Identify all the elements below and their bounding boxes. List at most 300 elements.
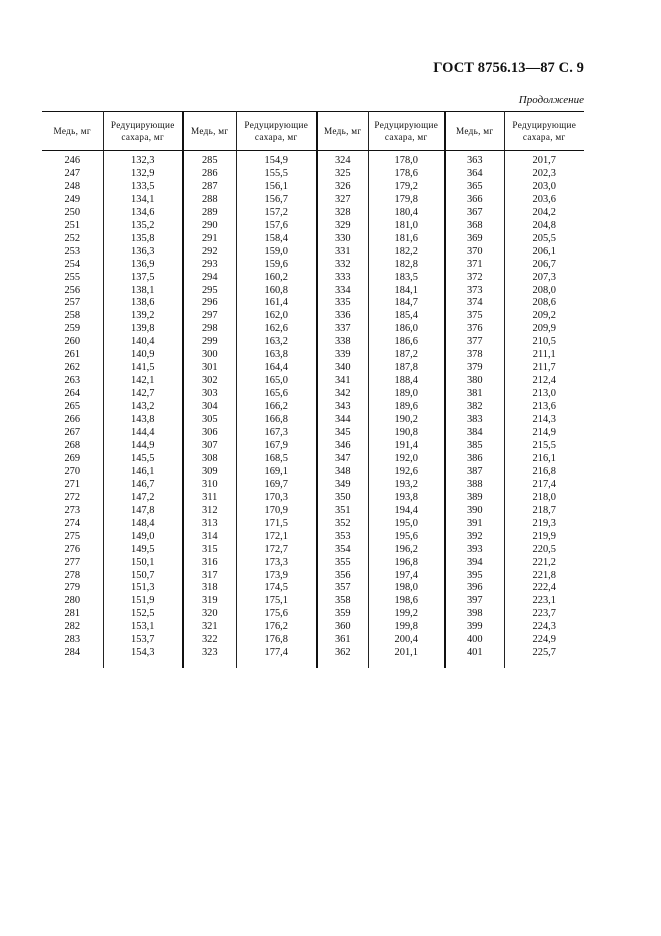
cell-copper-mg: 355: [317, 557, 368, 570]
cell-copper-mg: 385: [445, 440, 504, 453]
header-sugar-line1: Редуцирующие: [244, 120, 309, 130]
table-row: [42, 310, 584, 323]
cell-copper-mg: 357: [317, 582, 368, 595]
cell-copper-mg: 276: [42, 544, 103, 557]
cell-copper-mg: 289: [183, 207, 236, 220]
cell-copper-mg: 389: [445, 492, 504, 505]
cell-reducing-sugars-mg: 204,2: [532, 206, 556, 218]
cell-copper-mg: 396: [445, 582, 504, 595]
header-sugar-line2: сахара, мг: [254, 132, 298, 142]
cell-reducing-sugars-mg: 194,4: [368, 505, 445, 518]
cell-copper-mg: 267: [42, 427, 103, 440]
cell-copper-mg: 361: [317, 634, 368, 647]
cell-copper-mg: 300: [183, 349, 236, 362]
cell-reducing-sugars-mg: 186,0: [368, 323, 445, 336]
cell-copper-mg: 387: [445, 466, 504, 479]
table-row: [42, 246, 584, 259]
cell-reducing-sugars-mg: 199,2: [368, 608, 445, 621]
cell-reducing-sugars-mg: 159,0: [236, 246, 317, 259]
cell-reducing-sugars-mg: 224,9: [532, 634, 556, 646]
header-sugar-line1: Редуцирующие: [374, 120, 439, 130]
cell-copper-mg: 282: [42, 621, 103, 634]
cell-copper-mg: 310: [183, 479, 236, 492]
table-row: [42, 595, 584, 608]
cell-copper-mg: 368: [445, 220, 504, 233]
cell-copper-mg: 263: [42, 375, 103, 388]
cell-copper-mg: 334: [317, 285, 368, 298]
cell-reducing-sugars-mg: 206,7: [532, 258, 556, 270]
cell-reducing-sugars-mg: 215,5: [532, 439, 556, 451]
cell-reducing-sugars-mg: 219,3: [532, 517, 556, 529]
table-row: [42, 168, 584, 181]
table-row: [42, 194, 584, 207]
table-row: [42, 570, 584, 583]
table-row: [42, 323, 584, 336]
cell-reducing-sugars-mg: 145,5: [103, 453, 183, 466]
cell-copper-mg: 258: [42, 310, 103, 323]
cell-reducing-sugars-mg: 185,4: [368, 310, 445, 323]
page-header: ГОСТ 8756.13—87 С. 9: [433, 60, 584, 76]
cell-copper-mg: 290: [183, 220, 236, 233]
cell-reducing-sugars-mg: 203,6: [532, 193, 556, 205]
cell-copper-mg: 301: [183, 362, 236, 375]
cell-reducing-sugars-mg: 140,9: [103, 349, 183, 362]
table-row: [42, 259, 584, 272]
cell-copper-mg: 340: [317, 362, 368, 375]
table-row: [42, 362, 584, 375]
cell-copper-mg: 347: [317, 453, 368, 466]
table-row: [42, 151, 584, 168]
header-sugar-line2: сахара, мг: [121, 132, 165, 142]
cell-copper-mg: 336: [317, 310, 368, 323]
cell-copper-mg: 360: [317, 621, 368, 634]
cell-copper-mg: 286: [183, 168, 236, 181]
cell-reducing-sugars-mg: 138,1: [103, 285, 183, 298]
cell-copper-mg: 254: [42, 259, 103, 272]
cell-copper-mg: 388: [445, 479, 504, 492]
cell-reducing-sugars-mg: 223,7: [532, 608, 556, 620]
cell-copper-mg: 265: [42, 401, 103, 414]
cell-reducing-sugars-mg: 209,2: [532, 310, 556, 322]
cell-reducing-sugars-mg: 216,8: [532, 465, 556, 477]
cell-reducing-sugars-mg: 149,0: [103, 531, 183, 544]
cell-copper-mg: 312: [183, 505, 236, 518]
cell-reducing-sugars-mg: 139,8: [103, 323, 183, 336]
cell-reducing-sugars-mg: 218,7: [532, 504, 556, 516]
cell-reducing-sugars-mg: 160,2: [236, 272, 317, 285]
cell-reducing-sugars-mg: 183,5: [368, 272, 445, 285]
cell-reducing-sugars-mg: 220,5: [532, 543, 556, 555]
cell-reducing-sugars-mg: 167,3: [236, 427, 317, 440]
cell-reducing-sugars-mg: 139,2: [103, 310, 183, 323]
cell-copper-mg: 253: [42, 246, 103, 259]
table-row: [42, 336, 584, 349]
table-row: [42, 453, 584, 466]
cell-reducing-sugars-mg: 176,8: [236, 634, 317, 647]
cell-copper-mg: 262: [42, 362, 103, 375]
cell-copper-mg: 305: [183, 414, 236, 427]
cell-copper-mg: 303: [183, 388, 236, 401]
cell-copper-mg: 345: [317, 427, 368, 440]
cell-reducing-sugars-mg: 204,8: [532, 219, 556, 231]
cell-copper-mg: 322: [183, 634, 236, 647]
cell-copper-mg: 291: [183, 233, 236, 246]
table-row: [42, 349, 584, 362]
cell-copper-mg: 313: [183, 518, 236, 531]
cell-reducing-sugars-mg: 161,4: [236, 297, 317, 310]
cell-copper-mg: 316: [183, 557, 236, 570]
cell-copper-mg: 308: [183, 453, 236, 466]
table-row: [42, 272, 584, 285]
cell-reducing-sugars-mg: 208,6: [532, 297, 556, 309]
cell-copper-mg: 328: [317, 207, 368, 220]
cell-copper-mg: 398: [445, 608, 504, 621]
table-row: [42, 375, 584, 388]
cell-reducing-sugars-mg: 144,9: [103, 440, 183, 453]
cell-reducing-sugars-mg: 216,1: [532, 452, 556, 464]
cell-copper-mg: 382: [445, 401, 504, 414]
cell-copper-mg: 296: [183, 297, 236, 310]
cell-reducing-sugars-mg: 203,0: [532, 180, 556, 192]
table-body: [42, 151, 584, 669]
cell-copper-mg: 372: [445, 272, 504, 285]
header-sugar-line2: сахара, мг: [522, 132, 566, 142]
cell-reducing-sugars-mg: 202,3: [532, 167, 556, 179]
cell-reducing-sugars-mg: 151,9: [103, 595, 183, 608]
cell-copper-mg: 371: [445, 259, 504, 272]
cell-copper-mg: 256: [42, 285, 103, 298]
cell-copper-mg: 390: [445, 505, 504, 518]
cell-copper-mg: 318: [183, 582, 236, 595]
table-row: [42, 544, 584, 557]
cell-copper-mg: 380: [445, 375, 504, 388]
cell-reducing-sugars-mg: 211,1: [532, 349, 556, 361]
header-reducing-sugars-mg: [368, 112, 445, 151]
cell-reducing-sugars-mg: 166,8: [236, 414, 317, 427]
cell-reducing-sugars-mg: 171,5: [236, 518, 317, 531]
copper-sugar-table-container: [42, 111, 584, 668]
cell-copper-mg: 386: [445, 453, 504, 466]
cell-reducing-sugars-mg: 162,0: [236, 310, 317, 323]
cell-copper-mg: 269: [42, 453, 103, 466]
cell-reducing-sugars-mg: 175,1: [236, 595, 317, 608]
cell-reducing-sugars-mg: 188,4: [368, 375, 445, 388]
cell-reducing-sugars-mg: 201,7: [532, 155, 556, 166]
cell-copper-mg: 331: [317, 246, 368, 259]
cell-copper-mg: 275: [42, 531, 103, 544]
cell-reducing-sugars-mg: 190,2: [368, 414, 445, 427]
cell-reducing-sugars-mg: 146,7: [103, 479, 183, 492]
cell-reducing-sugars-mg: 135,8: [103, 233, 183, 246]
cell-copper-mg: 362: [317, 647, 368, 668]
header-copper-mg: Медь, мг: [445, 112, 504, 151]
cell-copper-mg: 370: [445, 246, 504, 259]
cell-reducing-sugars-mg: 170,3: [236, 492, 317, 505]
header-reducing-sugars-mg: [504, 112, 584, 151]
cell-reducing-sugars-mg: 214,3: [532, 414, 556, 426]
cell-reducing-sugars-mg: 178,6: [368, 168, 445, 181]
cell-reducing-sugars-mg: 163,8: [236, 349, 317, 362]
cell-reducing-sugars-mg: 209,9: [532, 323, 556, 335]
cell-reducing-sugars-mg: 156,7: [236, 194, 317, 207]
cell-reducing-sugars-mg: 157,2: [236, 207, 317, 220]
cell-reducing-sugars-mg: 223,1: [532, 595, 556, 607]
cell-copper-mg: 329: [317, 220, 368, 233]
cell-copper-mg: 311: [183, 492, 236, 505]
cell-reducing-sugars-mg: 193,8: [368, 492, 445, 505]
cell-reducing-sugars-mg: 189,0: [368, 388, 445, 401]
cell-reducing-sugars-mg: 134,1: [103, 194, 183, 207]
cell-reducing-sugars-mg: 133,5: [103, 181, 183, 194]
cell-reducing-sugars-mg: 224,3: [532, 621, 556, 633]
cell-reducing-sugars-mg: 196,8: [368, 557, 445, 570]
table-row: [42, 531, 584, 544]
cell-reducing-sugars-mg: 210,5: [532, 336, 556, 348]
cell-reducing-sugars-mg: 132,9: [103, 168, 183, 181]
cell-copper-mg: 251: [42, 220, 103, 233]
cell-copper-mg: 392: [445, 531, 504, 544]
cell-reducing-sugars-mg: 154,3: [103, 647, 183, 668]
cell-copper-mg: 298: [183, 323, 236, 336]
cell-copper-mg: 341: [317, 375, 368, 388]
cell-reducing-sugars-mg: 138,6: [103, 297, 183, 310]
cell-reducing-sugars-mg: 147,8: [103, 505, 183, 518]
cell-copper-mg: 367: [445, 207, 504, 220]
cell-reducing-sugars-mg: 193,2: [368, 479, 445, 492]
cell-reducing-sugars-mg: 153,1: [103, 621, 183, 634]
cell-copper-mg: 335: [317, 297, 368, 310]
cell-copper-mg: 248: [42, 181, 103, 194]
cell-copper-mg: 337: [317, 323, 368, 336]
cell-reducing-sugars-mg: 159,6: [236, 259, 317, 272]
cell-reducing-sugars-mg: 152,5: [103, 608, 183, 621]
cell-reducing-sugars-mg: 172,1: [236, 531, 317, 544]
cell-reducing-sugars-mg: 178,0: [368, 151, 445, 168]
cell-reducing-sugars-mg: 213,0: [532, 388, 556, 400]
cell-copper-mg: 320: [183, 608, 236, 621]
cell-reducing-sugars-mg: 143,8: [103, 414, 183, 427]
cell-reducing-sugars-mg: 153,7: [103, 634, 183, 647]
table-row: [42, 505, 584, 518]
cell-reducing-sugars-mg: 169,1: [236, 466, 317, 479]
cell-copper-mg: 356: [317, 570, 368, 583]
table-row: [42, 207, 584, 220]
cell-copper-mg: 350: [317, 492, 368, 505]
cell-copper-mg: 383: [445, 414, 504, 427]
cell-reducing-sugars-mg: 187,8: [368, 362, 445, 375]
table-row: [42, 297, 584, 310]
cell-copper-mg: 271: [42, 479, 103, 492]
cell-reducing-sugars-mg: 186,6: [368, 336, 445, 349]
cell-copper-mg: 295: [183, 285, 236, 298]
cell-reducing-sugars-mg: 184,7: [368, 297, 445, 310]
cell-reducing-sugars-mg: 207,3: [532, 271, 556, 283]
header-reducing-sugars-mg: [103, 112, 183, 151]
cell-reducing-sugars-mg: 177,4: [236, 647, 317, 668]
header-copper-mg: Медь, мг: [317, 112, 368, 151]
table-header-row: [42, 112, 584, 151]
cell-copper-mg: 274: [42, 518, 103, 531]
cell-copper-mg: 359: [317, 608, 368, 621]
cell-copper-mg: 319: [183, 595, 236, 608]
cell-copper-mg: 332: [317, 259, 368, 272]
table-row: [42, 401, 584, 414]
cell-reducing-sugars-mg: 199,8: [368, 621, 445, 634]
cell-reducing-sugars-mg: 176,2: [236, 621, 317, 634]
cell-reducing-sugars-mg: 165,6: [236, 388, 317, 401]
cell-reducing-sugars-mg: 136,3: [103, 246, 183, 259]
cell-reducing-sugars-mg: 217,4: [532, 478, 556, 490]
cell-reducing-sugars-mg: 169,7: [236, 479, 317, 492]
cell-reducing-sugars-mg: 182,2: [368, 246, 445, 259]
table-row: [42, 388, 584, 401]
cell-copper-mg: 281: [42, 608, 103, 621]
cell-copper-mg: 381: [445, 388, 504, 401]
cell-reducing-sugars-mg: 206,1: [532, 245, 556, 257]
cell-reducing-sugars-mg: 146,1: [103, 466, 183, 479]
cell-copper-mg: 366: [445, 194, 504, 207]
cell-reducing-sugars-mg: 187,2: [368, 349, 445, 362]
cell-copper-mg: 379: [445, 362, 504, 375]
cell-copper-mg: 395: [445, 570, 504, 583]
cell-copper-mg: 375: [445, 310, 504, 323]
cell-reducing-sugars-mg: 198,0: [368, 582, 445, 595]
cell-copper-mg: 299: [183, 336, 236, 349]
cell-reducing-sugars-mg: 181,0: [368, 220, 445, 233]
cell-copper-mg: 273: [42, 505, 103, 518]
cell-reducing-sugars-mg: 167,9: [236, 440, 317, 453]
cell-copper-mg: 278: [42, 570, 103, 583]
copper-sugar-table: [42, 111, 584, 668]
cell-reducing-sugars-mg: 156,1: [236, 181, 317, 194]
cell-copper-mg: 304: [183, 401, 236, 414]
table-row: [42, 492, 584, 505]
cell-reducing-sugars-mg: 179,8: [368, 194, 445, 207]
cell-copper-mg: 325: [317, 168, 368, 181]
cell-copper-mg: 365: [445, 181, 504, 194]
cell-copper-mg: 391: [445, 518, 504, 531]
cell-reducing-sugars-mg: 196,2: [368, 544, 445, 557]
cell-copper-mg: 294: [183, 272, 236, 285]
cell-copper-mg: 354: [317, 544, 368, 557]
cell-copper-mg: 315: [183, 544, 236, 557]
cell-reducing-sugars-mg: 154,9: [236, 151, 317, 168]
cell-copper-mg: 306: [183, 427, 236, 440]
header-copper-mg: Медь, мг: [183, 112, 236, 151]
cell-reducing-sugars-mg: 165,0: [236, 375, 317, 388]
table-row: [42, 220, 584, 233]
cell-reducing-sugars-mg: 184,1: [368, 285, 445, 298]
cell-reducing-sugars-mg: 180,4: [368, 207, 445, 220]
cell-copper-mg: 317: [183, 570, 236, 583]
table-row: [42, 557, 584, 570]
cell-copper-mg: 268: [42, 440, 103, 453]
cell-reducing-sugars-mg: 166,2: [236, 401, 317, 414]
cell-copper-mg: 297: [183, 310, 236, 323]
cell-reducing-sugars-mg: 162,6: [236, 323, 317, 336]
cell-reducing-sugars-mg: 144,4: [103, 427, 183, 440]
cell-copper-mg: 346: [317, 440, 368, 453]
cell-copper-mg: 284: [42, 647, 103, 668]
cell-reducing-sugars-mg: 214,9: [532, 427, 556, 439]
table-row: [42, 518, 584, 531]
table-row: [42, 414, 584, 427]
cell-reducing-sugars-mg: 150,7: [103, 570, 183, 583]
cell-copper-mg: 293: [183, 259, 236, 272]
cell-reducing-sugars-mg: 134,6: [103, 207, 183, 220]
cell-reducing-sugars-mg: 175,6: [236, 608, 317, 621]
cell-copper-mg: 270: [42, 466, 103, 479]
cell-copper-mg: 326: [317, 181, 368, 194]
cell-copper-mg: 264: [42, 388, 103, 401]
cell-reducing-sugars-mg: 143,2: [103, 401, 183, 414]
continuation-label: Продолжение: [518, 94, 584, 106]
cell-copper-mg: 397: [445, 595, 504, 608]
cell-reducing-sugars-mg: 136,9: [103, 259, 183, 272]
cell-copper-mg: 349: [317, 479, 368, 492]
table-row: [42, 621, 584, 634]
cell-copper-mg: 363: [445, 151, 504, 168]
cell-reducing-sugars-mg: 173,3: [236, 557, 317, 570]
table-row: [42, 634, 584, 647]
cell-reducing-sugars-mg: 212,4: [532, 375, 556, 387]
cell-copper-mg: 327: [317, 194, 368, 207]
cell-reducing-sugars-mg: 197,4: [368, 570, 445, 583]
cell-copper-mg: 399: [445, 621, 504, 634]
cell-copper-mg: 255: [42, 272, 103, 285]
cell-copper-mg: 348: [317, 466, 368, 479]
cell-copper-mg: 378: [445, 349, 504, 362]
header-sugar-line2: сахара, мг: [384, 132, 428, 142]
cell-reducing-sugars-mg: 132,3: [103, 151, 183, 168]
cell-reducing-sugars-mg: 173,9: [236, 570, 317, 583]
cell-reducing-sugars-mg: 142,7: [103, 388, 183, 401]
cell-reducing-sugars-mg: 221,2: [532, 556, 556, 568]
header-sugar-line1: Редуцирующие: [512, 120, 577, 130]
cell-copper-mg: 324: [317, 151, 368, 168]
cell-reducing-sugars-mg: 192,0: [368, 453, 445, 466]
cell-copper-mg: 314: [183, 531, 236, 544]
cell-copper-mg: 277: [42, 557, 103, 570]
cell-reducing-sugars-mg: 158,4: [236, 233, 317, 246]
table-row: [42, 181, 584, 194]
cell-reducing-sugars-mg: 148,4: [103, 518, 183, 531]
cell-copper-mg: 376: [445, 323, 504, 336]
cell-copper-mg: 374: [445, 297, 504, 310]
table-row: [42, 608, 584, 621]
cell-copper-mg: 246: [42, 151, 103, 168]
cell-reducing-sugars-mg: 164,4: [236, 362, 317, 375]
cell-reducing-sugars-mg: 149,5: [103, 544, 183, 557]
cell-reducing-sugars-mg: 218,0: [532, 491, 556, 503]
cell-reducing-sugars-mg: 147,2: [103, 492, 183, 505]
cell-copper-mg: 292: [183, 246, 236, 259]
cell-reducing-sugars-mg: 195,6: [368, 531, 445, 544]
cell-copper-mg: 280: [42, 595, 103, 608]
table-row: [42, 233, 584, 246]
table-row: [42, 466, 584, 479]
cell-copper-mg: 330: [317, 233, 368, 246]
cell-reducing-sugars-mg: 190,8: [368, 427, 445, 440]
cell-reducing-sugars-mg: 181,6: [368, 233, 445, 246]
cell-copper-mg: 393: [445, 544, 504, 557]
cell-reducing-sugars-mg: 208,0: [532, 284, 556, 296]
header-sugar-line1: Редуцирующие: [110, 120, 175, 130]
table-row: [42, 647, 584, 668]
cell-reducing-sugars-mg: 191,4: [368, 440, 445, 453]
cell-reducing-sugars-mg: 151,3: [103, 582, 183, 595]
cell-copper-mg: 394: [445, 557, 504, 570]
